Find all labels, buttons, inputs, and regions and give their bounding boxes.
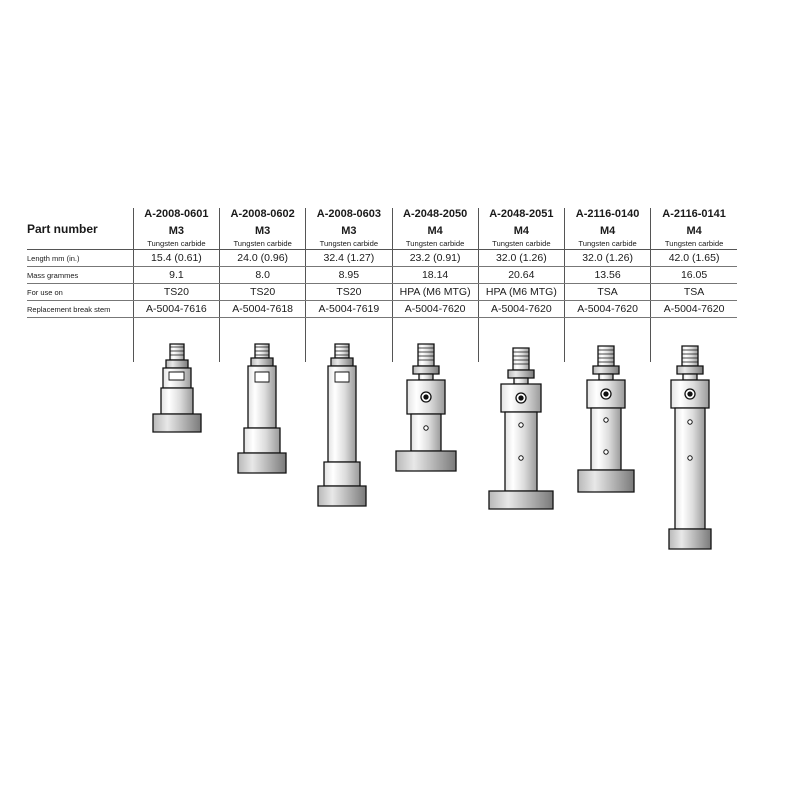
stylus-drawing-6 <box>578 346 634 492</box>
break-stem-cell: A-5004-7620 <box>564 301 650 318</box>
length-cell: 32.4 (1.27) <box>306 250 392 267</box>
for-use-on-cell: TS20 <box>133 284 219 301</box>
for-use-on-cell: TSA <box>564 284 650 301</box>
break-stem-cell: A-5004-7619 <box>306 301 392 318</box>
part-header-4 <box>392 208 478 250</box>
thread-size: M4 <box>686 225 702 237</box>
thread-size: M4 <box>427 225 443 237</box>
part-number: A-2008-0601 <box>144 208 209 220</box>
thread-size: M3 <box>255 225 271 237</box>
mass-cell: 8.95 <box>306 267 392 284</box>
material: Tungsten carbide <box>578 239 637 248</box>
part-header-3 <box>306 208 392 250</box>
break-stem-cell: A-5004-7616 <box>133 301 219 318</box>
part-number: A-2116-0141 <box>662 208 726 220</box>
break-stem-cell: A-5004-7620 <box>651 301 737 318</box>
part-number: A-2008-0602 <box>230 208 295 220</box>
break-stem-cell: A-5004-7620 <box>478 301 564 318</box>
spec-table <box>27 208 737 362</box>
part-header-6 <box>564 208 650 250</box>
for-use-on-label: For use on <box>27 284 133 301</box>
stylus-drawing-3 <box>318 344 366 506</box>
drawing-row-spacer <box>27 318 133 363</box>
length-cell: 24.0 (0.96) <box>220 250 306 267</box>
mass-cell: 16.05 <box>651 267 737 284</box>
material: Tungsten carbide <box>405 239 465 248</box>
drawing-cell <box>306 318 392 363</box>
break-stem-label: Replacement break stem <box>27 301 133 318</box>
material: Tungsten carbide <box>233 239 292 248</box>
length-row <box>27 250 737 267</box>
for-use-on-cell: TS20 <box>306 284 392 301</box>
thread-size: M4 <box>599 225 616 237</box>
part-number: A-2116-0140 <box>575 208 640 220</box>
for-use-on-cell: TS20 <box>220 284 306 301</box>
mass-label: Mass grammes <box>27 267 133 284</box>
header-row <box>27 208 737 250</box>
part-header-1 <box>133 208 219 250</box>
body-lower <box>161 388 193 414</box>
length-cell: 32.0 (1.26) <box>478 250 564 267</box>
part-number: A-2048-2051 <box>489 208 554 220</box>
material: Tungsten carbide <box>147 239 206 248</box>
for-use-on-cell: HPA (M6 MTG) <box>392 284 478 301</box>
break-stem-cell: A-5004-7620 <box>392 301 478 318</box>
drawing-cell <box>392 318 478 363</box>
drawing-row <box>27 318 737 363</box>
part-header-2 <box>220 208 306 250</box>
length-cell: 32.0 (1.26) <box>564 250 650 267</box>
part-header-5 <box>478 208 564 250</box>
mass-cell: 9.1 <box>133 267 219 284</box>
stylus-drawing-7 <box>669 346 711 549</box>
mass-row <box>27 267 737 284</box>
thread-size: M3 <box>341 225 357 237</box>
thread-size: M3 <box>168 225 185 237</box>
material: Tungsten carbide <box>664 239 724 248</box>
break-stem-cell: A-5004-7618 <box>220 301 306 318</box>
mass-cell: 13.56 <box>564 267 650 284</box>
length-cell: 42.0 (1.65) <box>651 250 737 267</box>
drawing-cell <box>133 318 219 363</box>
stylus-drawing-5 <box>489 348 553 509</box>
length-label: Length mm (in.) <box>27 250 133 267</box>
part-number: A-2008-0603 <box>316 208 381 220</box>
drawing-cell <box>478 318 564 363</box>
drawing-cell <box>651 318 737 363</box>
break-stem-row <box>27 301 737 318</box>
for-use-on-row <box>27 284 737 301</box>
mass-cell: 18.14 <box>392 267 478 284</box>
for-use-on-cell: TSA <box>651 284 737 301</box>
drawing-cell <box>564 318 650 363</box>
stylus-drawing-2 <box>238 344 286 473</box>
length-cell: 23.2 (0.91) <box>392 250 478 267</box>
drawing-cell <box>220 318 306 363</box>
body <box>163 368 191 388</box>
material: Tungsten carbide <box>319 239 379 248</box>
part-header-7 <box>651 208 737 250</box>
length-cell: 15.4 (0.61) <box>133 250 219 267</box>
mass-cell: 8.0 <box>220 267 306 284</box>
base <box>153 414 201 432</box>
part-number: A-2048-2050 <box>403 208 468 220</box>
stylus-drawing-4 <box>396 344 456 471</box>
material: Tungsten carbide <box>492 239 551 248</box>
mass-cell: 20.64 <box>478 267 564 284</box>
thread-size: M4 <box>513 225 529 237</box>
for-use-on-cell: HPA (M6 MTG) <box>478 284 564 301</box>
part-number-label: Part number <box>27 208 133 250</box>
